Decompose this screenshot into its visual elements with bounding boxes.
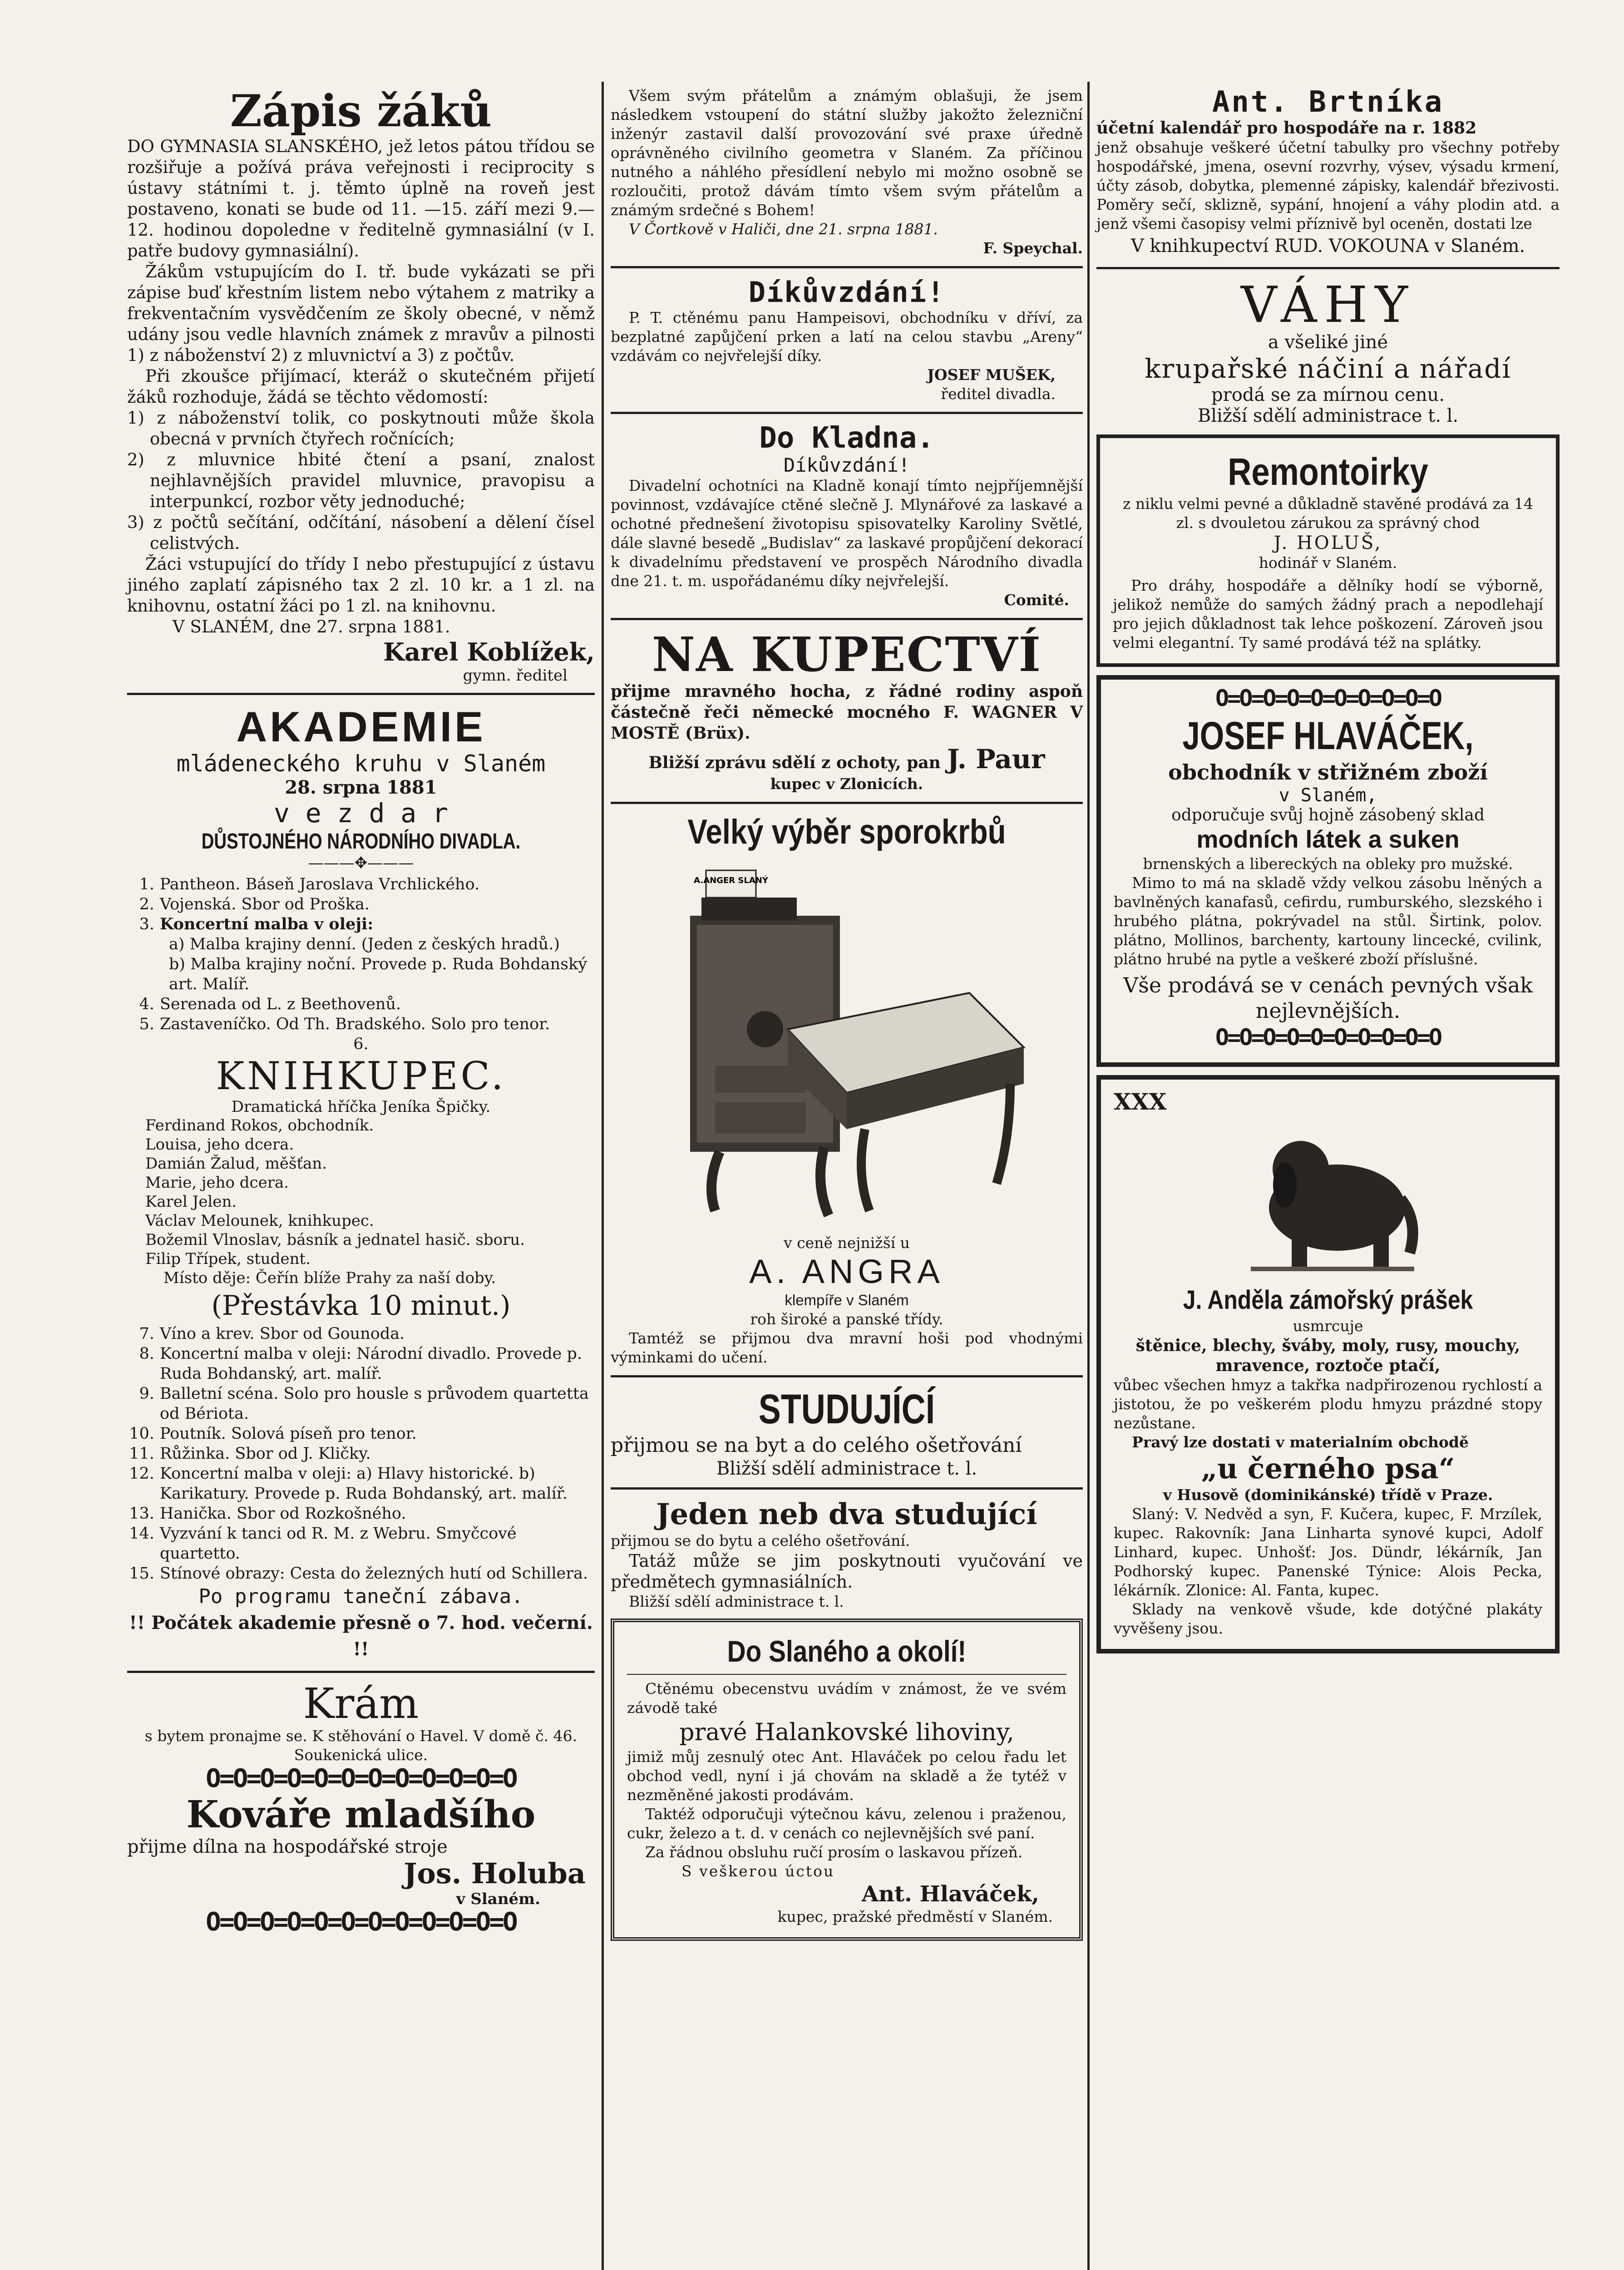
ad-kram — [127, 1681, 595, 1765]
stove-illustration — [652, 857, 1042, 1229]
jeden-contact: Bližší sdělí administrace t. l. — [629, 1593, 844, 1610]
program-list — [127, 874, 595, 1054]
ad-jeden-studujici — [611, 1498, 1083, 1611]
zapis-dateline: V SLANÉM, dne 27. srpna 1881. — [173, 617, 450, 637]
program-item: 9. Balletní scéna. Solo pro housle s průvodem quartetta od Bériota. — [139, 1385, 589, 1423]
sporokrby-line: roh široké a panské třídy. — [750, 1310, 943, 1328]
hlavacek-subtitle: obchodník v střižném zboží — [1168, 760, 1488, 785]
zapis-role: gymn. ředitel — [463, 666, 568, 685]
dikuvzdani-role: ředitel divadla. — [941, 385, 1056, 403]
vahy-contact: Bližší sdělí administrace t. l. — [1197, 405, 1459, 426]
zapis-signature: Karel Koblížek, — [383, 637, 595, 666]
jeden-text: Tatáž může se jim poskytnouti vyučování ve předmětech gymnasiálních. — [611, 1551, 1083, 1592]
kupectvi-title: NA KUPECTVÍ — [652, 627, 1042, 682]
sporokrby-line: v ceně nejnižší u — [784, 1234, 910, 1252]
prasek-address: v Husově (dominikánské) třídě v Praze. — [1163, 1486, 1493, 1504]
akademie-subtitle: DŮSTOJNÉHO NÁRODNÍHO DIVADLA. — [201, 829, 521, 854]
cast-member: Louisa, jeho dcera. — [145, 1135, 294, 1154]
hlavacek-text: Mimo to má na skladě vždy velkou zásobu lněných a bavlněných kanafasů, cefirdu, rumburského, slezského i hrubého plátna, pokrývadel na stůl. Širtink, polov. plátno, Mollinos, barchenty, kartouny lincecké, cvilink, plátno hrubé na pytle a veškeré zboží příslušné. — [1114, 874, 1542, 968]
ad-akademie — [127, 703, 595, 1663]
program-item: 5. Zastaveníčko. Od Th. Bradského. Solo pro tenor. — [139, 1015, 550, 1033]
program-item: 12. Koncertní malba v oleji: a) Hlavy historické. b) Karikatury. Provede p. Ruda Bohdanský, art. malíř. — [129, 1465, 568, 1503]
program-note: Po programu taneční zábava. — [198, 1585, 523, 1608]
vahy-title: VÁHY — [1241, 276, 1415, 334]
program-item: 1. Pantheon. Báseň Jaroslava Vrchlického. — [139, 875, 480, 893]
dog-illustration — [1233, 1117, 1423, 1280]
cast-member: Karel Jelen. — [145, 1193, 237, 1211]
divider — [611, 412, 1083, 414]
sporokrby-name: A. ANGRA — [749, 1253, 944, 1290]
kladno-text: Divadelní ochotníci na Kladně konají tímto nejpříjemnější povinnost, vzdávajíce ctěné slečně J. Mlynářové za laskavé a ochotné přednešení životopisu spisovatelky Karoliny Světlé, dále slavné besedě „Budislav“ za laskavé propůjčení dekorací k divadelnímu představení ve prospěch Národního divadla dne 21. t. m. uspořádanému díky nejvřelejší. — [611, 477, 1083, 590]
prasek-text: vůbec všechen hmyz a takřka nadpřirozenou rychlostí a jistotou, že po veškerém plodu hmyzu prázdné stopy nezůstane. — [1114, 1376, 1542, 1432]
dikuvzdani-title: Díkůvzdání! — [748, 276, 945, 309]
program-item: b) Malba krajiny noční. Provede p. Ruda Bohdanský art. Malíř. — [169, 955, 587, 993]
program-item: 8. Koncertní malba v oleji: Národní divadlo. Provede p. Ruda Bohdanský, art. malíř. — [139, 1345, 582, 1383]
brtnik-store: V knihkupectví RUD. VOKOUNA v Slaném. — [1130, 236, 1525, 257]
studujici-text: přijmou se na byt a do celého ošetřování — [611, 1434, 1022, 1457]
divider — [1096, 267, 1560, 269]
akademie-date: 28. srpna 1881 — [285, 777, 437, 798]
cast-member: Filip Třípek, student. — [145, 1250, 311, 1268]
zapis-para: DO GYMNASIA SLANSKÉHO, jež letos pátou třídou se rozšiřuje a požívá práva veřejnosti i reciprocity s ústavy státními t. j. těmto úplně na roveň jest postaveno, konati se bude od 11. —15. září mezi 9.—12. hodinou dopoledne v ředitelně gymnasiální (v I. patře budovy gymnasiální). — [127, 137, 595, 261]
chain-border: O=O=O=O=O=O=O=O=O=O=O=O — [206, 1765, 516, 1793]
kladno-title: Do Kladna. — [759, 421, 934, 455]
stove-label: A.ANGER SLANÝ — [694, 876, 768, 885]
program-item: 2. Vojenská. Sbor od Proška. — [139, 895, 370, 913]
chain-border: O=O=O=O=O=O=O=O=O=O=O=O — [206, 1908, 516, 1936]
prasek-shop: „u černého psa“ — [1201, 1452, 1455, 1485]
column-rule — [602, 82, 604, 2270]
kladno-signature: Comité. — [1004, 591, 1069, 609]
divider — [611, 1375, 1083, 1377]
program-item: 7. Víno a krev. Sbor od Gounoda. — [139, 1325, 405, 1343]
remontoirky-text: z niklu velmi pevné a důkladně stavěné prodává za 14 zl. s dvouletou zárukou za správný chod — [1122, 495, 1533, 532]
zapis-title: Zápis žáků — [230, 85, 492, 137]
vahy-subtitle: a všeliké jiné — [1268, 332, 1388, 353]
knihkupec-title: KNIHKUPEC. — [216, 1054, 506, 1098]
zapis-para: Při zkoušce přijímací, kteráž o skutečném přijetí žáků rozhoduje, žádá se těchto vědomostí: — [127, 366, 595, 407]
ornament: ———✥——— — [308, 854, 414, 872]
hlavacek-text: Vše prodává se v cenách pevných však nejlevnějších. — [1123, 973, 1533, 1023]
ad-remontoirky — [1096, 434, 1560, 667]
brtnik-subtitle: účetní kalendář pro hospodáře na r. 1882 — [1096, 118, 1477, 138]
cast-member: Damián Žalud, měšťan. — [145, 1155, 327, 1173]
slany-greeting: S veškerou úctou — [681, 1862, 835, 1880]
kupectvi-name: J. Paur — [947, 744, 1045, 775]
cast-list — [127, 1116, 595, 1288]
remontoirky-text: Pro dráhy, hospodáře a dělníky hodí se výborně, jelikož nemůže do samých žádný prach a nepodlehají pro jejich důkladnost tak lehce poškození. Zároveň jsou velmi elegantní. Ty samé prodává též na splátky. — [1113, 577, 1543, 651]
ad-rozlouceni — [611, 86, 1083, 258]
cast-member: Ferdinand Rokos, obchodník. — [145, 1116, 374, 1135]
zapis-para: Žákům vstupujícím do I. tř. bude vykázati se při zápise buď křestním listem nebo výtahem z matriky a frekventačním vysvědčením ze školy obecné, v němž udány jsou vedle hlavních známek z mravův a pilnosti 1) z náboženství 2) z mluvnictví a 3) z počtův. — [127, 262, 595, 365]
ad-kladno — [611, 422, 1083, 610]
slany-text: Ctěnému obecenstvu uvádím v známost, že ve svém závodě také — [627, 1680, 1066, 1717]
remontoirky-title: Remontoirky — [1228, 450, 1428, 493]
slany-role: kupec, pražské předměstí v Slaném. — [777, 1908, 1053, 1925]
studujici-title: STUDUJÍCÍ — [758, 1386, 935, 1432]
kovar-place: v Slaném. — [456, 1890, 540, 1908]
program-item: 11. Růžinka. Sbor od J. Kličky. — [129, 1445, 371, 1463]
hlavacek-place: v Slaném, — [1278, 785, 1377, 806]
program-item: 3. Koncertní malba v oleji: — [139, 915, 374, 933]
slany-title: Do Slaného a okolí! — [727, 1634, 967, 1668]
program-item: 6. — [353, 1035, 369, 1053]
ad-studujici — [611, 1386, 1083, 1479]
prasek-pests: štěnice, blechy, šváby, moly, rusy, mouchy, mravence, roztoče ptačí, — [1135, 1336, 1520, 1375]
kupectvi-contact: Bližší zprávu sdělí z ochoty, pan — [648, 753, 941, 772]
cast-member: Marie, jeho dcera. — [145, 1174, 289, 1192]
program-start: !! Počátek akademie přesně o 7. hod. večerní. !! — [129, 1612, 593, 1660]
kram-title: Krám — [303, 1679, 419, 1728]
kupectvi-text: přijme mravného hocha, z řádné rodiny aspoň částečně řeči německé mocného F. WAGNER V MOSTĚ (Brüx). — [611, 682, 1083, 743]
divider — [611, 1487, 1083, 1490]
dikuvzdani-text: P. T. ctěnému panu Hampeisovi, obchodníku v dříví, za bezplatné zapůjčení prken a latí na celou stavbu „Areny“ vzdávám co nejvřelejší díky. — [611, 309, 1083, 365]
ad-hlavacek — [1096, 675, 1560, 1067]
column-left — [127, 86, 595, 1936]
ad-dikuvzdani — [611, 276, 1083, 404]
kupectvi-contact-row — [611, 744, 1083, 775]
kram-text: s bytem pronajme se. K stěhování o Havel. V domě č. 46. Soukenická ulice. — [144, 1727, 578, 1764]
ad-do-slaneho — [611, 1619, 1083, 1941]
kovar-title: Kováře mladšího — [186, 1793, 536, 1836]
prasek-title: J. Anděla zámořský prášek — [1183, 1285, 1473, 1315]
program-item: a) Malba krajiny denní. (Jeden z českých hradů.) — [169, 935, 560, 953]
ad-sporokrby — [611, 812, 1083, 1367]
cross-ornament: XXX — [1114, 1088, 1167, 1115]
zapis-list-item: 1) z náboženství tolik, co poskytnouti může škola obecná v prvních čtyřech ročnících; — [127, 408, 595, 449]
prasek-text: Pravý lze dostati v materialním obchodě — [1132, 1433, 1469, 1451]
jeden-title: Jeden neb dva studující — [656, 1497, 1037, 1531]
akademie-subtitle: v e z d a r — [273, 798, 449, 829]
ad-vahy — [1096, 277, 1560, 426]
sporokrby-title: Velký výběr sporokrbů — [687, 813, 1006, 851]
vahy-text: krupařské náčiní a nářadí — [1145, 353, 1511, 384]
kovar-name: Jos. Holuba — [404, 1857, 586, 1890]
rozlouceni-signature: F. Speychal. — [983, 239, 1083, 257]
hlavacek-text: brnenských a libereckých na obleky pro mužské. — [1143, 855, 1513, 873]
remontoirky-name: J. HOLUŠ, — [1274, 533, 1382, 553]
divider — [127, 693, 595, 695]
divider — [127, 1671, 595, 1673]
zapis-list-item: 3) z počtů sečítání, odčítání, násobení a dělení čísel celistvých. — [127, 513, 595, 553]
divider — [611, 266, 1083, 268]
divider — [611, 618, 1083, 620]
sporokrby-text: Tamtéž se přijmou dva mravní hoši pod vhodnými výminkami do učení. — [611, 1329, 1083, 1366]
column-rule — [1087, 82, 1090, 2270]
slany-text: Za řádnou obsluhu ručí prosím o laskavou přízeň. — [645, 1843, 1023, 1861]
program-item: 14. Vyzvání k tanci od R. M. z Webru. Smyčcové quartetto. — [129, 1525, 517, 1563]
ad-brtnik — [1096, 86, 1560, 259]
prasek-subtitle: usmrcuje — [1293, 1317, 1363, 1335]
remontoirky-role: hodinář v Slaném. — [1259, 554, 1397, 572]
slany-text: jimiž můj zesnulý otec Ant. Hlaváček po celou řadu let obchod vedl, nyní i já chovám na skladě a že tytéž v nezměněné jakosti prodávám. — [627, 1748, 1066, 1804]
prasek-text: Sklady na venkově všude, kde dotýčné plakáty vyvěšeny jsou. — [1114, 1600, 1542, 1637]
ad-kovar — [127, 1765, 595, 1936]
vahy-text: prodá se za mírnou cenu. — [1211, 385, 1445, 405]
rozlouceni-text: Všem svým přátelům a známým oblašuji, že jsem následkem vstoupení do státní služby jakožto železniční inženýr zastavil další provozování své praxe úředně oprávněného civilního geometra v Slaném. Za příčinou nutného a náhlého přesídlení nebylo mi možno osobně se rozloučiti, protož dávám tímto všem svým přátelům a známým srdečné s Bohem! — [611, 87, 1083, 219]
zapis-list-item: 2) z mluvnice hbité čtení a psaní, znalost nejhlavnějších pravidel mluvnice, pravopisu a interpunkcí, rozbor věty jednoduché; — [127, 450, 595, 511]
column-middle — [611, 86, 1083, 1941]
intermission: (Přestávka 10 minut.) — [211, 1290, 511, 1322]
hlavacek-title: JOSEF HLAVÁČEK, — [1182, 714, 1474, 758]
program-item: 15. Stínové obrazy: Cesta do železných hutí od Schillera. — [129, 1564, 588, 1583]
kupectvi-place: kupec v Zlonicích. — [770, 775, 923, 793]
rozlouceni-date: V Čortkově v Haliči, dne 21. srpna 1881. — [629, 220, 938, 238]
cast-member: Božemil Vlnoslav, básník a jednatel hasič. sboru. — [145, 1231, 525, 1249]
ad-zapis-zaku — [127, 86, 595, 685]
divider — [611, 802, 1083, 804]
brtnik-text: jenž obsahuje veškeré účetní tabulky pro všechny potřeby hospodářské, jmena, osevní rozvrhy, výsev, výsadu krmení, účty zásob, dobytka, plemenné zápisky, kalendář březivosti. Poměry sečí, sklizně, sypání, hnojení a váhy plodin atd. a jenž všemi časopisy velmi příznivě byl oceněn, dostati lze — [1096, 138, 1560, 232]
column-right — [1096, 86, 1560, 1653]
ad-kupectvi — [611, 628, 1083, 794]
dikuvzdani-signature: JOSEF MUŠEK, — [927, 366, 1056, 384]
kladno-subtitle: Díkůvzdání! — [783, 454, 910, 476]
hlavacek-product: modních látek a suken — [1196, 826, 1460, 853]
kovar-text: přijme dílna na hospodářské stroje — [127, 1836, 448, 1857]
brtnik-title: Ant. Brtníka — [1212, 85, 1444, 119]
cast-place: Místo děje: Čeřín blíže Prahy za naší doby. — [163, 1269, 496, 1287]
ad-andel-prasek — [1096, 1075, 1560, 1653]
knihkupec-subtitle: Dramatická hříčka Jeníka Špičky. — [231, 1098, 491, 1116]
chain-border: O=O=O=O=O=O=O=O=O=O — [1215, 1024, 1441, 1051]
chain-border: O=O=O=O=O=O=O=O=O=O — [1215, 685, 1441, 711]
slany-text: Taktéž odporučuji výtečnou kávu, zelenou i praženou, cukr, železo a t. d. v cenách co nejlevnějších své paní. — [627, 1805, 1066, 1842]
program-item: 13. Hanička. Sbor od Rozkošného. — [129, 1505, 406, 1523]
akademie-subtitle: mládeneckého kruhu v Slaném — [176, 750, 546, 777]
zapis-para: Žáci vstupující do třídy I nebo přestupující z ústavu jiného zaplatí zápisného tax 2 zl. 10 kr. a 1 zl. na knihovnu, ostatní žáci po 1 zl. na knihovnu. — [127, 554, 595, 616]
slany-product: pravé Halankovské lihoviny, — [679, 1719, 1014, 1746]
cast-member: Václav Melounek, knihkupec. — [145, 1212, 374, 1230]
prasek-text: Slaný: V. Nedvěd a syn, F. Kučera, kupec, F. Mrzílek, kupec. Rakovník: Jana Linharta synové kupci, Adolf Linhard, kupec. Unhošť: Jos. Dündr, lékárník, Jan Podhorský kupec. Panenské Týnice: Alois Pecka, lékárník. Zlonice: Al. Fanta, kupec. — [1114, 1505, 1542, 1599]
akademie-title: AKADEMIE — [236, 703, 486, 750]
program-item: 10. Poutník. Solová píseň pro tenor. — [129, 1425, 417, 1443]
jeden-text: přijmou se do bytu a celého ošetřování. — [611, 1532, 910, 1550]
program-item: 4. Serenada od L. z Beethovenů. — [139, 995, 401, 1013]
studujici-contact: Bližší sdělí administrace t. l. — [716, 1458, 977, 1479]
slany-name: Ant. Hlaváček, — [861, 1881, 1039, 1907]
sporokrby-line: klempíře v Slaném — [785, 1292, 909, 1308]
divider — [627, 1674, 1066, 1675]
hlavacek-text: odporučuje svůj hojně zásobený sklad — [1171, 806, 1485, 824]
program-list — [127, 1324, 595, 1584]
